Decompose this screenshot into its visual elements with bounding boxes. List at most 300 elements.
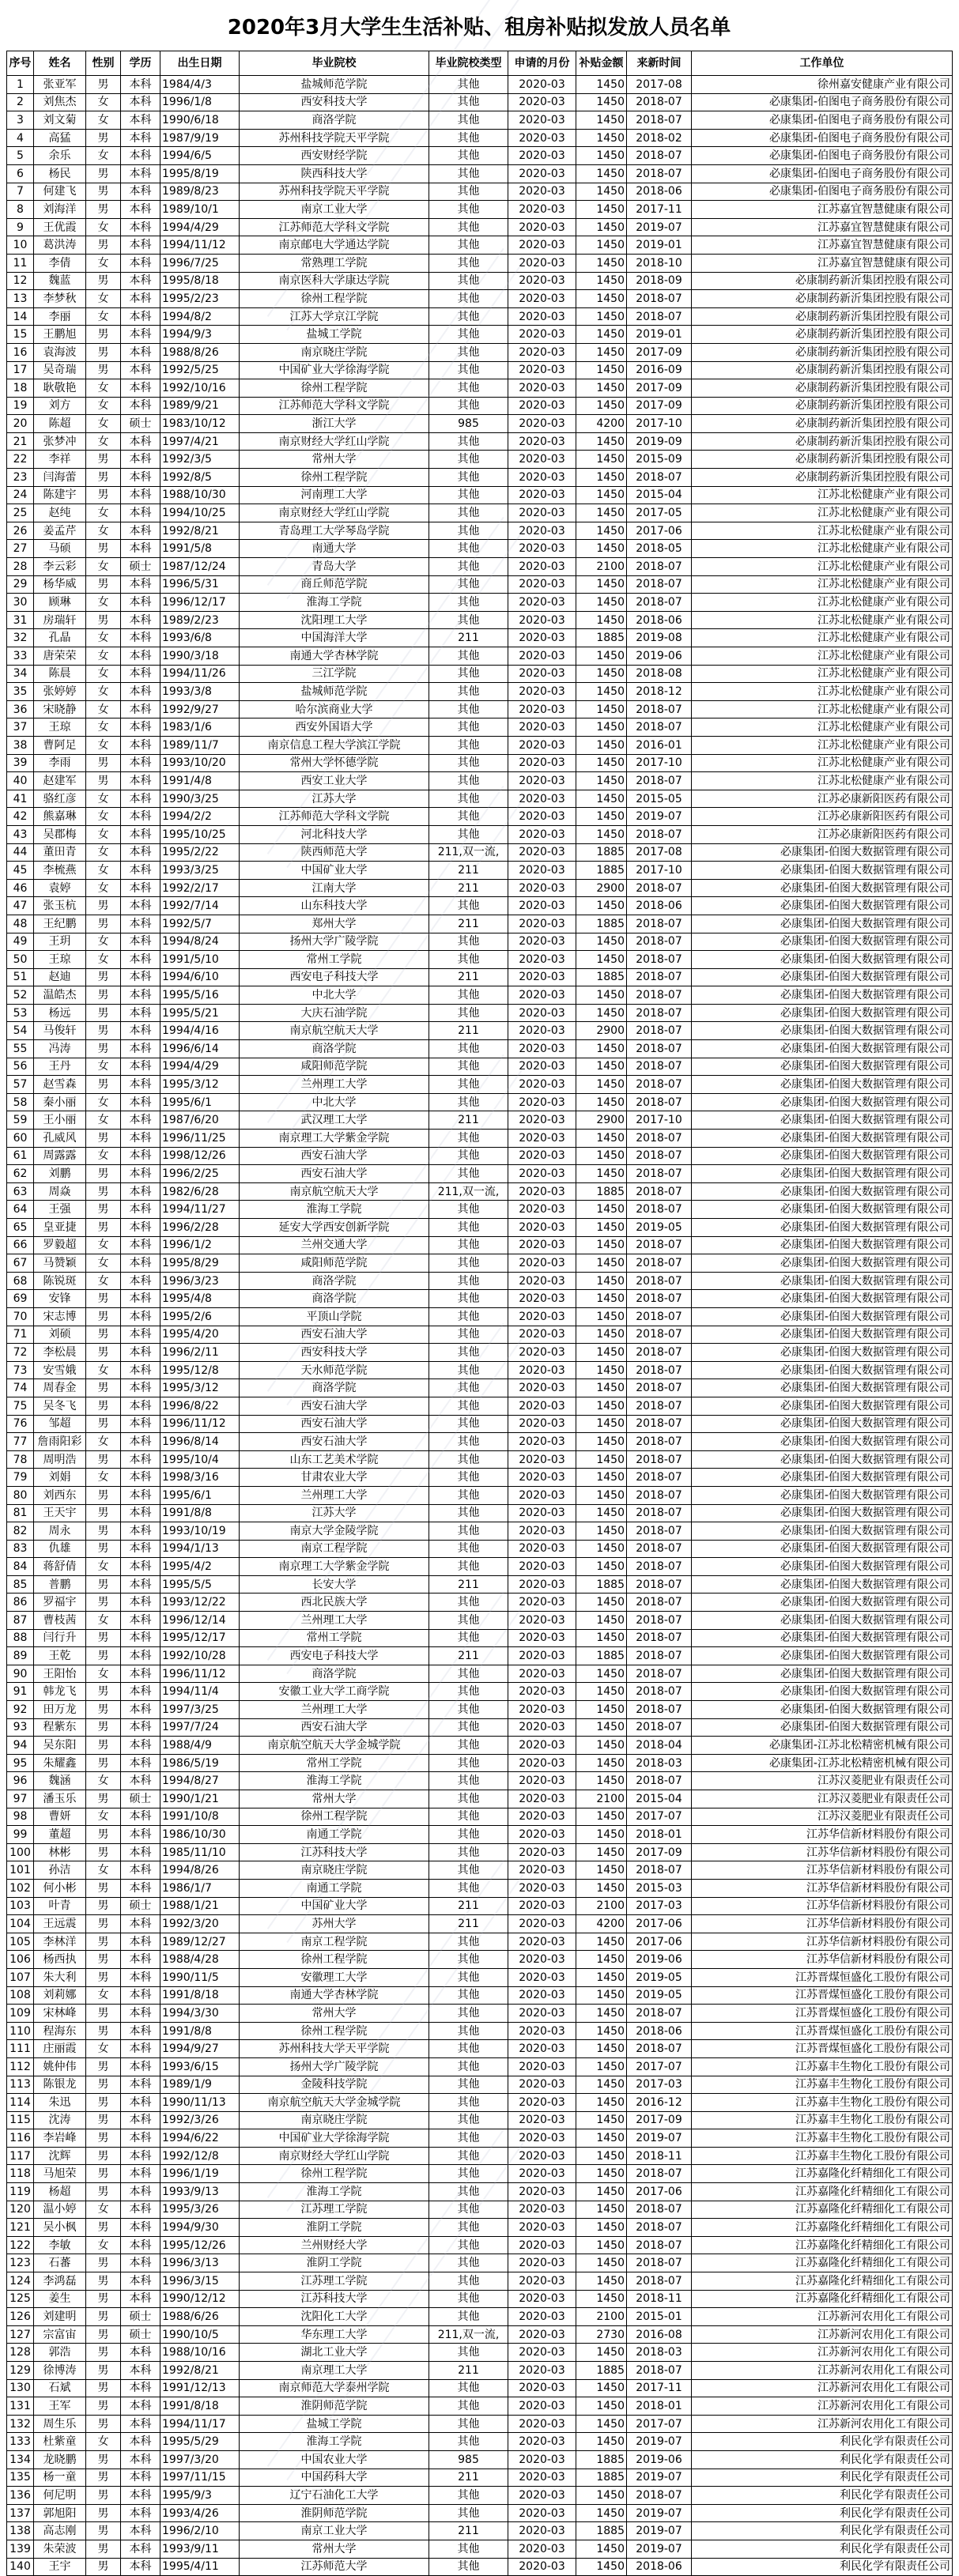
- table-cell: 江苏新河农用化工有限公司: [692, 2379, 953, 2397]
- table-cell: 本科: [121, 1968, 160, 1986]
- table-cell: 女: [86, 147, 121, 165]
- table-cell: 金陵科技学院: [240, 2076, 429, 2094]
- table-cell: 1992/12/8: [160, 2147, 240, 2165]
- table-row: [7, 915, 953, 933]
- table-cell: 本科: [121, 504, 160, 522]
- table-cell: 1450: [576, 1344, 627, 1362]
- column-header: 来新时间: [627, 51, 692, 76]
- table-cell: 1450: [576, 2487, 627, 2505]
- table-cell: 安锋: [34, 1290, 86, 1308]
- table-cell: 6: [7, 164, 34, 183]
- table-cell: 女: [86, 683, 121, 701]
- table-cell: 1450: [576, 1379, 627, 1397]
- table-cell: 江苏嘉隆化纤精细化工有限公司: [692, 2254, 953, 2272]
- table-row: [7, 451, 953, 469]
- table-row: [7, 700, 953, 718]
- table-row: [7, 575, 953, 594]
- table-cell: 2020-03: [508, 594, 576, 612]
- table-cell: 本科: [121, 218, 160, 236]
- table-row: [7, 2469, 953, 2487]
- table-cell: 2017-07: [627, 2057, 692, 2076]
- table-cell: 105: [7, 1933, 34, 1951]
- table-cell: 必康制药新沂集团控股有限公司: [692, 379, 953, 398]
- table-cell: 青岛理工大学琴岛学院: [240, 522, 429, 540]
- table-cell: 其他: [429, 1415, 508, 1433]
- table-cell: 必康制药新沂集团控股有限公司: [692, 326, 953, 344]
- table-row: [7, 2094, 953, 2112]
- table-cell: 程紫东: [34, 1718, 86, 1737]
- table-cell: 男: [86, 1219, 121, 1237]
- table-cell: 136: [7, 2487, 34, 2505]
- table-row: [7, 2325, 953, 2344]
- table-cell: 2019-07: [627, 2433, 692, 2451]
- table-cell: 女: [86, 1236, 121, 1254]
- table-cell: 2018-07: [627, 1147, 692, 1165]
- table-cell: 男: [86, 1344, 121, 1362]
- table-cell: 2020-03: [508, 790, 576, 808]
- table-cell: 1990/1/21: [160, 1790, 240, 1808]
- table-cell: 天水师范学院: [240, 1361, 429, 1379]
- table-cell: 其他: [429, 2379, 508, 2397]
- table-cell: 本科: [121, 772, 160, 790]
- table-cell: 李松晨: [34, 1344, 86, 1362]
- table-cell: 女: [86, 1808, 121, 1826]
- table-cell: 2016-09: [627, 361, 692, 379]
- table-cell: 140: [7, 2558, 34, 2576]
- table-cell: 本科: [121, 879, 160, 897]
- table-cell: 2020-03: [508, 2415, 576, 2433]
- table-cell: 董超: [34, 1826, 86, 1844]
- table-cell: 2020-03: [508, 1147, 576, 1165]
- table-cell: 101: [7, 1861, 34, 1880]
- table-cell: 本科: [121, 76, 160, 94]
- table-cell: 1992/3/26: [160, 2111, 240, 2129]
- table-cell: 必康集团-伯图电子商务股份有限公司: [692, 183, 953, 201]
- table-cell: 商洛学院: [240, 1665, 429, 1683]
- table-cell: 1995/2/6: [160, 1307, 240, 1326]
- table-cell: 211: [429, 862, 508, 880]
- table-cell: 1994/8/27: [160, 1772, 240, 1790]
- table-cell: 商洛学院: [240, 111, 429, 130]
- table-cell: 其他: [429, 1629, 508, 1647]
- table-cell: 必康制药新沂集团控股有限公司: [692, 272, 953, 290]
- table-cell: 其他: [429, 1433, 508, 1451]
- table-cell: 2017-07: [627, 2415, 692, 2433]
- table-cell: 大庆石油学院: [240, 1004, 429, 1022]
- table-cell: 江苏科技大学: [240, 1843, 429, 1861]
- table-cell: 2018-07: [627, 825, 692, 843]
- table-cell: 本科: [121, 2254, 160, 2272]
- table-cell: 1450: [576, 2094, 627, 2112]
- table-cell: 2018-07: [627, 1612, 692, 1630]
- table-cell: 2018-07: [627, 1236, 692, 1254]
- table-cell: 女: [86, 379, 121, 398]
- table-cell: 女: [86, 432, 121, 451]
- table-cell: 必康集团-伯图大数据管理有限公司: [692, 1093, 953, 1111]
- table-cell: 2020-03: [508, 379, 576, 398]
- table-cell: 139: [7, 2540, 34, 2558]
- table-cell: 1990/3/25: [160, 790, 240, 808]
- table-cell: 2020-03: [508, 754, 576, 772]
- table-cell: 必康集团-伯图大数据管理有限公司: [692, 1450, 953, 1469]
- table-cell: 曹枝茜: [34, 1612, 86, 1630]
- table-cell: 硕士: [121, 2308, 160, 2326]
- table-cell: 李岩峰: [34, 2129, 86, 2148]
- table-cell: 必康集团-伯图大数据管理有限公司: [692, 1147, 953, 1165]
- table-cell: 2020-03: [508, 647, 576, 666]
- table-cell: 2018-07: [627, 1272, 692, 1290]
- table-cell: 1996/1/8: [160, 93, 240, 111]
- table-cell: 江苏华信新材料股份有限公司: [692, 1897, 953, 1915]
- table-cell: 其他: [429, 594, 508, 612]
- table-cell: 1996/8/14: [160, 1433, 240, 1451]
- table-cell: 2018-07: [627, 1558, 692, 1576]
- table-cell: 2020-03: [508, 1361, 576, 1379]
- table-cell: 2018-07: [627, 1022, 692, 1040]
- table-cell: 2020-03: [508, 2379, 576, 2397]
- table-cell: 2017-03: [627, 1897, 692, 1915]
- table-cell: 1993/4/26: [160, 2504, 240, 2522]
- table-cell: 1996/11/12: [160, 1665, 240, 1683]
- table-row: [7, 432, 953, 451]
- table-cell: 本科: [121, 1612, 160, 1630]
- table-cell: 必康集团-伯图电子商务股份有限公司: [692, 111, 953, 130]
- table-cell: 女: [86, 522, 121, 540]
- table-cell: 朱大利: [34, 1968, 86, 1986]
- table-cell: 1993/9/11: [160, 2540, 240, 2558]
- table-cell: 2018-07: [627, 1040, 692, 1058]
- table-cell: 其他: [429, 1504, 508, 1522]
- table-row: [7, 2272, 953, 2291]
- table-cell: 本科: [121, 326, 160, 344]
- table-cell: 男: [86, 968, 121, 986]
- table-cell: 1985/11/10: [160, 1843, 240, 1861]
- table-cell: 本科: [121, 2147, 160, 2165]
- table-row: [7, 1272, 953, 1290]
- table-cell: 女: [86, 790, 121, 808]
- table-cell: 2020-03: [508, 218, 576, 236]
- table-cell: 男: [86, 451, 121, 469]
- table-cell: 本科: [121, 1915, 160, 1933]
- table-cell: 杨西执: [34, 1951, 86, 1969]
- table-cell: 其他: [429, 1986, 508, 2005]
- table-cell: 本科: [121, 808, 160, 826]
- table-cell: 江苏理工学院: [240, 2201, 429, 2219]
- table-cell: 江苏师范大学: [240, 2558, 429, 2576]
- table-cell: 2020-03: [508, 2397, 576, 2416]
- table-cell: 本科: [121, 2111, 160, 2129]
- table-cell: 青岛大学: [240, 558, 429, 576]
- table-cell: 盐城工学院: [240, 326, 429, 344]
- table-cell: 本科: [121, 1219, 160, 1237]
- table-cell: 女: [86, 93, 121, 111]
- table-row: [7, 790, 953, 808]
- table-cell: 1450: [576, 2540, 627, 2558]
- table-cell: 2020-03: [508, 1718, 576, 1737]
- table-cell: 其他: [429, 1718, 508, 1737]
- table-cell: 104: [7, 1915, 34, 1933]
- table-cell: 2015-04: [627, 486, 692, 504]
- table-cell: 58: [7, 1093, 34, 1111]
- table-cell: 女: [86, 879, 121, 897]
- table-cell: 男: [86, 2522, 121, 2540]
- table-cell: 男: [86, 1843, 121, 1861]
- table-cell: 刘海洋: [34, 201, 86, 219]
- table-cell: 男: [86, 129, 121, 147]
- table-cell: 2020-03: [508, 504, 576, 522]
- table-row: [7, 1022, 953, 1040]
- table-row: [7, 397, 953, 415]
- table-cell: 盐城工学院: [240, 2415, 429, 2433]
- table-cell: 男: [86, 2415, 121, 2433]
- table-cell: 江苏北松健康产业有限公司: [692, 522, 953, 540]
- table-cell: 1995/12/8: [160, 1361, 240, 1379]
- table-cell: 1450: [576, 93, 627, 111]
- table-cell: 75: [7, 1397, 34, 1415]
- table-row: [7, 1826, 953, 1844]
- table-cell: 2018-07: [627, 879, 692, 897]
- table-cell: 其他: [429, 2201, 508, 2219]
- table-cell: 2020-03: [508, 683, 576, 701]
- table-row: [7, 2254, 953, 2272]
- table-cell: 2018-07: [627, 1004, 692, 1022]
- column-header: 毕业院校: [240, 51, 429, 76]
- table-cell: 利民化学有限责任公司: [692, 2450, 953, 2469]
- table-cell: 女: [86, 736, 121, 754]
- table-cell: 2018-03: [627, 1754, 692, 1772]
- table-cell: 必康集团-伯图大数据管理有限公司: [692, 1647, 953, 1665]
- table-cell: 西安科技大学: [240, 1344, 429, 1362]
- table-row: [7, 272, 953, 290]
- table-cell: 女: [86, 843, 121, 862]
- table-cell: 江苏大学: [240, 1504, 429, 1522]
- table-cell: 2020-03: [508, 933, 576, 951]
- table-cell: 皇亚捷: [34, 1219, 86, 1237]
- table-cell: 其他: [429, 1469, 508, 1487]
- table-cell: 1: [7, 76, 34, 94]
- table-row: [7, 1790, 953, 1808]
- table-cell: 田万龙: [34, 1701, 86, 1719]
- table-cell: 张亚军: [34, 76, 86, 94]
- table-cell: 江苏嘉隆化纤精细化工有限公司: [692, 2272, 953, 2291]
- table-cell: 28: [7, 558, 34, 576]
- table-cell: 刘方: [34, 397, 86, 415]
- table-row: [7, 594, 953, 612]
- table-row: [7, 897, 953, 915]
- table-cell: 1450: [576, 1612, 627, 1630]
- table-cell: 本科: [121, 2504, 160, 2522]
- table-cell: 本科: [121, 986, 160, 1005]
- table-cell: 曹阿足: [34, 736, 86, 754]
- table-row: [7, 1593, 953, 1612]
- table-cell: 本科: [121, 1272, 160, 1290]
- table-cell: 男: [86, 754, 121, 772]
- table-cell: 何小彬: [34, 1879, 86, 1897]
- table-cell: 2016-12: [627, 2094, 692, 2112]
- table-cell: 2020-03: [508, 1469, 576, 1487]
- table-row: [7, 290, 953, 308]
- table-cell: 江苏嘉宜智慧健康有限公司: [692, 236, 953, 255]
- table-cell: 1885: [576, 2450, 627, 2469]
- table-cell: 2019-07: [627, 2129, 692, 2148]
- table-cell: 本科: [121, 397, 160, 415]
- table-cell: 其他: [429, 1933, 508, 1951]
- table-cell: 王琼: [34, 718, 86, 737]
- table-cell: 1450: [576, 1701, 627, 1719]
- table-cell: 男: [86, 1004, 121, 1022]
- table-cell: 本科: [121, 2219, 160, 2237]
- table-cell: 1450: [576, 76, 627, 94]
- table-cell: 211: [429, 1575, 508, 1593]
- table-cell: 长安大学: [240, 1575, 429, 1593]
- table-cell: 本科: [121, 522, 160, 540]
- table-cell: 本科: [121, 343, 160, 361]
- table-cell: 哈尔滨商业大学: [240, 700, 429, 718]
- table-cell: 2018-07: [627, 986, 692, 1005]
- table-cell: 2020-03: [508, 272, 576, 290]
- table-cell: 134: [7, 2450, 34, 2469]
- table-row: [7, 808, 953, 826]
- table-cell: 2020-03: [508, 164, 576, 183]
- table-cell: 2018-07: [627, 700, 692, 718]
- table-cell: 1995/4/8: [160, 1290, 240, 1308]
- table-cell: 王军: [34, 2397, 86, 2416]
- table-cell: 2018-07: [627, 307, 692, 326]
- table-cell: 2015-04: [627, 1790, 692, 1808]
- table-row: [7, 1236, 953, 1254]
- table-cell: 2020-03: [508, 1683, 576, 1701]
- table-cell: 1991/4/8: [160, 772, 240, 790]
- table-cell: 其他: [429, 218, 508, 236]
- table-row: [7, 558, 953, 576]
- table-cell: 1996/3/13: [160, 2254, 240, 2272]
- table-cell: 女: [86, 1861, 121, 1880]
- table-cell: 2020-03: [508, 2236, 576, 2254]
- table-cell: 本科: [121, 2094, 160, 2112]
- table-cell: 男: [86, 272, 121, 290]
- table-cell: 西安科技大学: [240, 93, 429, 111]
- column-header: 姓名: [34, 51, 86, 76]
- table-row: [7, 665, 953, 683]
- table-cell: 硕士: [121, 415, 160, 433]
- table-cell: 1450: [576, 1254, 627, 1273]
- table-cell: 2018-07: [627, 1182, 692, 1201]
- table-cell: 其他: [429, 2272, 508, 2291]
- table-cell: 1450: [576, 772, 627, 790]
- table-cell: 周永: [34, 1522, 86, 1541]
- table-cell: 1995/12/26: [160, 2236, 240, 2254]
- table-cell: 1450: [576, 790, 627, 808]
- table-row: [7, 1522, 953, 1541]
- table-cell: 江苏华信新材料股份有限公司: [692, 1826, 953, 1844]
- table-cell: 常州大学: [240, 1790, 429, 1808]
- table-cell: 咸阳师范学院: [240, 1254, 429, 1273]
- table-cell: 江苏嘉丰生物化工股份有限公司: [692, 2111, 953, 2129]
- table-row: [7, 1326, 953, 1344]
- table-row: [7, 2433, 953, 2451]
- table-cell: 必康集团-伯图大数据管理有限公司: [692, 1022, 953, 1040]
- table-cell: 1993/10/20: [160, 754, 240, 772]
- table-cell: 必康集团-伯图大数据管理有限公司: [692, 1397, 953, 1415]
- table-cell: 常州大学: [240, 2540, 429, 2558]
- table-cell: 本科: [121, 2522, 160, 2540]
- table-cell: 本科: [121, 1182, 160, 1201]
- table-cell: 1450: [576, 933, 627, 951]
- table-cell: 必康制药新沂集团控股有限公司: [692, 307, 953, 326]
- table-cell: 耿敬艳: [34, 379, 86, 398]
- table-cell: 1450: [576, 236, 627, 255]
- table-cell: 必康集团-伯图大数据管理有限公司: [692, 1219, 953, 1237]
- table-cell: 其他: [429, 254, 508, 272]
- table-row: [7, 2397, 953, 2416]
- table-cell: 60: [7, 1130, 34, 1148]
- table-cell: 2018-07: [627, 1290, 692, 1308]
- table-cell: 江苏大学京江学院: [240, 307, 429, 326]
- table-cell: 王纪鹏: [34, 915, 86, 933]
- table-cell: 南通大学: [240, 540, 429, 558]
- table-cell: 曹妍: [34, 1808, 86, 1826]
- table-cell: 1450: [576, 361, 627, 379]
- table-cell: 2018-07: [627, 2201, 692, 2219]
- table-cell: 2020-03: [508, 1897, 576, 1915]
- table-cell: 必康制药新沂集团控股有限公司: [692, 432, 953, 451]
- table-cell: 必康集团-伯图电子商务股份有限公司: [692, 147, 953, 165]
- table-cell: 62: [7, 1165, 34, 1183]
- table-row: [7, 1986, 953, 2005]
- table-cell: 92: [7, 1701, 34, 1719]
- table-cell: 2017-10: [627, 415, 692, 433]
- table-cell: 淮阴工学院: [240, 2219, 429, 2237]
- column-header: 申请的月份: [508, 51, 576, 76]
- table-cell: 顾琳: [34, 594, 86, 612]
- table-cell: 1450: [576, 469, 627, 487]
- table-cell: 211,双一流,: [429, 843, 508, 862]
- table-cell: 1450: [576, 594, 627, 612]
- table-cell: 本科: [121, 790, 160, 808]
- table-cell: 2018-07: [627, 558, 692, 576]
- table-cell: 1450: [576, 1540, 627, 1558]
- table-cell: 女: [86, 504, 121, 522]
- table-cell: 本科: [121, 968, 160, 986]
- table-row: [7, 968, 953, 986]
- table-cell: 必康集团-伯图大数据管理有限公司: [692, 1593, 953, 1612]
- table-cell: 10: [7, 236, 34, 255]
- table-cell: 2020-03: [508, 432, 576, 451]
- table-cell: 1450: [576, 1558, 627, 1576]
- table-cell: 本科: [121, 2450, 160, 2469]
- table-cell: 2017-06: [627, 1915, 692, 1933]
- table-cell: 女: [86, 307, 121, 326]
- table-cell: 56: [7, 1058, 34, 1076]
- table-cell: 1995/8/19: [160, 164, 240, 183]
- table-cell: 18: [7, 379, 34, 398]
- table-row: [7, 2201, 953, 2219]
- table-cell: 2019-06: [627, 2450, 692, 2469]
- table-cell: 其他: [429, 183, 508, 201]
- table-cell: 咸阳师范学院: [240, 1058, 429, 1076]
- table-cell: 女: [86, 594, 121, 612]
- table-cell: 123: [7, 2254, 34, 2272]
- table-cell: 2020-03: [508, 1111, 576, 1130]
- table-cell: 本科: [121, 862, 160, 880]
- table-cell: 2020-03: [508, 1540, 576, 1558]
- table-cell: 2020-03: [508, 986, 576, 1005]
- table-cell: 其他: [429, 1879, 508, 1897]
- table-cell: 1885: [576, 2522, 627, 2540]
- table-cell: 1450: [576, 1469, 627, 1487]
- table-cell: 本科: [121, 2362, 160, 2380]
- table-cell: 江苏华信新材料股份有限公司: [692, 1951, 953, 1969]
